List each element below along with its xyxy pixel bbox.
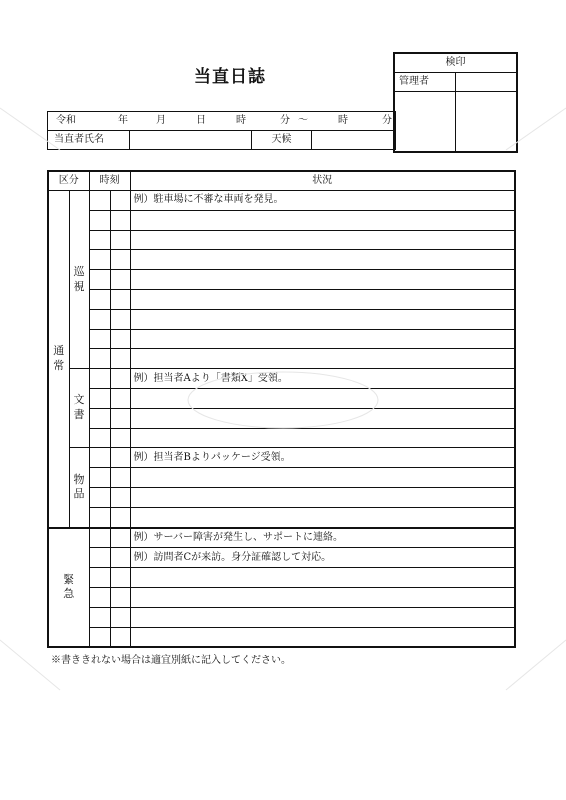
manager-stamp-cell[interactable] bbox=[394, 92, 455, 153]
duty-log-table bbox=[47, 170, 516, 648]
time-hour-cell[interactable] bbox=[89, 349, 110, 369]
status-cell[interactable] bbox=[130, 468, 515, 488]
hour-label: 時 bbox=[236, 115, 246, 126]
time-hour-cell[interactable] bbox=[89, 448, 110, 468]
table-row bbox=[48, 230, 515, 250]
weather-label: 天候 bbox=[252, 131, 312, 150]
table-row bbox=[48, 448, 515, 468]
era-label: 令和 bbox=[56, 115, 76, 126]
time-hour-cell[interactable] bbox=[89, 191, 110, 211]
name-field[interactable] bbox=[130, 131, 252, 150]
manager-label: 管理者 bbox=[394, 73, 455, 92]
time-minute-cell[interactable] bbox=[110, 309, 130, 329]
footnote: ※書ききれない場合は適宜別紙に記入してください。 bbox=[51, 655, 291, 666]
status-cell[interactable] bbox=[130, 428, 515, 448]
documents-label: 文 書 bbox=[69, 369, 89, 448]
table-row bbox=[48, 408, 515, 428]
time-minute-cell[interactable] bbox=[110, 548, 130, 568]
table-row bbox=[48, 428, 515, 448]
stamp-cell-blank[interactable] bbox=[455, 73, 517, 92]
status-cell[interactable] bbox=[130, 250, 515, 270]
time-hour-cell[interactable] bbox=[89, 548, 110, 568]
documents-example[interactable]: 例）担当者Aより「書類X」受領。 bbox=[130, 369, 515, 389]
status-cell[interactable] bbox=[130, 230, 515, 250]
approval-stamp-box bbox=[393, 52, 518, 153]
table-row bbox=[48, 607, 515, 627]
emergency-example-2[interactable]: 例）訪問者Cが来訪。身分証確認して対応。 bbox=[130, 548, 515, 568]
table-row bbox=[48, 548, 515, 568]
status-header: 状況 bbox=[130, 171, 515, 191]
day-label: 日 bbox=[196, 115, 206, 126]
time-hour-cell[interactable] bbox=[89, 210, 110, 230]
goods-label: 物 品 bbox=[69, 448, 89, 528]
time-minute-cell[interactable] bbox=[110, 349, 130, 369]
table-row bbox=[48, 507, 515, 527]
time-minute-cell[interactable] bbox=[110, 528, 130, 548]
time-hour-cell[interactable] bbox=[89, 270, 110, 290]
status-cell[interactable] bbox=[130, 408, 515, 428]
table-row bbox=[48, 191, 515, 211]
date-time-row[interactable] bbox=[48, 112, 396, 131]
time-minute-cell[interactable] bbox=[110, 428, 130, 448]
table-row bbox=[48, 487, 515, 507]
name-label: 当直者氏名 bbox=[48, 131, 130, 150]
weather-field[interactable] bbox=[312, 131, 396, 150]
time-minute-cell[interactable] bbox=[110, 369, 130, 389]
table-row bbox=[48, 250, 515, 270]
goods-example[interactable]: 例）担当者Bよりパッケージ受領。 bbox=[130, 448, 515, 468]
status-cell[interactable] bbox=[130, 309, 515, 329]
page-title: 当直日誌 bbox=[194, 67, 266, 87]
time-minute-cell[interactable] bbox=[110, 270, 130, 290]
year-label: 年 bbox=[118, 115, 128, 126]
table-row bbox=[48, 329, 515, 349]
status-cell[interactable] bbox=[130, 627, 515, 647]
time-minute-cell[interactable] bbox=[110, 289, 130, 309]
stamp-cell[interactable] bbox=[455, 92, 517, 153]
time-minute-cell[interactable] bbox=[110, 627, 130, 647]
minute-end-label: 分 bbox=[382, 115, 392, 126]
time-minute-cell[interactable] bbox=[110, 568, 130, 588]
table-row bbox=[48, 587, 515, 607]
table-row bbox=[48, 568, 515, 588]
time-hour-cell[interactable] bbox=[89, 528, 110, 548]
time-hour-cell[interactable] bbox=[89, 408, 110, 428]
time-hour-cell[interactable] bbox=[89, 507, 110, 527]
time-hour-cell[interactable] bbox=[89, 627, 110, 647]
table-row bbox=[48, 388, 515, 408]
emergency-example-1[interactable]: 例）サーバー障害が発生し、サポートに連絡。 bbox=[130, 528, 515, 548]
patrol-example[interactable]: 例）駐車場に不審な車両を発見。 bbox=[130, 191, 515, 211]
table-row bbox=[48, 627, 515, 647]
category-header: 区分 bbox=[48, 171, 89, 191]
time-minute-cell[interactable] bbox=[110, 468, 130, 488]
status-cell[interactable] bbox=[130, 349, 515, 369]
time-hour-cell[interactable] bbox=[89, 587, 110, 607]
time-minute-cell[interactable] bbox=[110, 388, 130, 408]
time-header: 時刻 bbox=[89, 171, 130, 191]
time-hour-cell[interactable] bbox=[89, 388, 110, 408]
status-cell[interactable] bbox=[130, 487, 515, 507]
time-hour-cell[interactable] bbox=[89, 607, 110, 627]
status-cell[interactable] bbox=[130, 507, 515, 527]
time-hour-cell[interactable] bbox=[89, 289, 110, 309]
time-hour-cell[interactable] bbox=[89, 369, 110, 389]
table-row bbox=[48, 349, 515, 369]
status-cell[interactable] bbox=[130, 329, 515, 349]
status-cell[interactable] bbox=[130, 210, 515, 230]
patrol-label: 巡 視 bbox=[69, 191, 89, 369]
table-row bbox=[48, 210, 515, 230]
table-row bbox=[48, 309, 515, 329]
date-info-table bbox=[47, 111, 396, 150]
status-cell[interactable] bbox=[130, 607, 515, 627]
time-minute-cell[interactable] bbox=[110, 329, 130, 349]
time-hour-cell[interactable] bbox=[89, 230, 110, 250]
emergency-category-label: 緊 急 bbox=[48, 528, 89, 648]
time-minute-cell[interactable] bbox=[110, 191, 130, 211]
time-minute-cell[interactable] bbox=[110, 210, 130, 230]
status-cell[interactable] bbox=[130, 388, 515, 408]
table-row bbox=[48, 369, 515, 389]
status-cell[interactable] bbox=[130, 568, 515, 588]
time-minute-cell[interactable] bbox=[110, 487, 130, 507]
time-hour-cell[interactable] bbox=[89, 309, 110, 329]
status-cell[interactable] bbox=[130, 270, 515, 290]
time-minute-cell[interactable] bbox=[110, 587, 130, 607]
month-label: 月 bbox=[156, 115, 166, 126]
time-hour-cell[interactable] bbox=[89, 250, 110, 270]
table-row bbox=[48, 468, 515, 488]
table-row bbox=[48, 270, 515, 290]
status-cell[interactable] bbox=[130, 289, 515, 309]
time-minute-cell[interactable] bbox=[110, 230, 130, 250]
status-cell[interactable] bbox=[130, 587, 515, 607]
time-minute-cell[interactable] bbox=[110, 607, 130, 627]
hour-end-label: 時 bbox=[338, 115, 348, 126]
time-hour-cell[interactable] bbox=[89, 329, 110, 349]
time-minute-cell[interactable] bbox=[110, 448, 130, 468]
table-row bbox=[48, 289, 515, 309]
normal-category-label: 通 常 bbox=[48, 191, 69, 528]
time-hour-cell[interactable] bbox=[89, 468, 110, 488]
time-hour-cell[interactable] bbox=[89, 568, 110, 588]
time-minute-cell[interactable] bbox=[110, 507, 130, 527]
time-minute-cell[interactable] bbox=[110, 250, 130, 270]
time-minute-cell[interactable] bbox=[110, 408, 130, 428]
table-row bbox=[48, 528, 515, 548]
time-hour-cell[interactable] bbox=[89, 428, 110, 448]
minute-label: 分 bbox=[280, 115, 290, 126]
stamp-header: 検印 bbox=[394, 53, 517, 73]
tilde-separator: ～ bbox=[298, 115, 308, 126]
time-hour-cell[interactable] bbox=[89, 487, 110, 507]
